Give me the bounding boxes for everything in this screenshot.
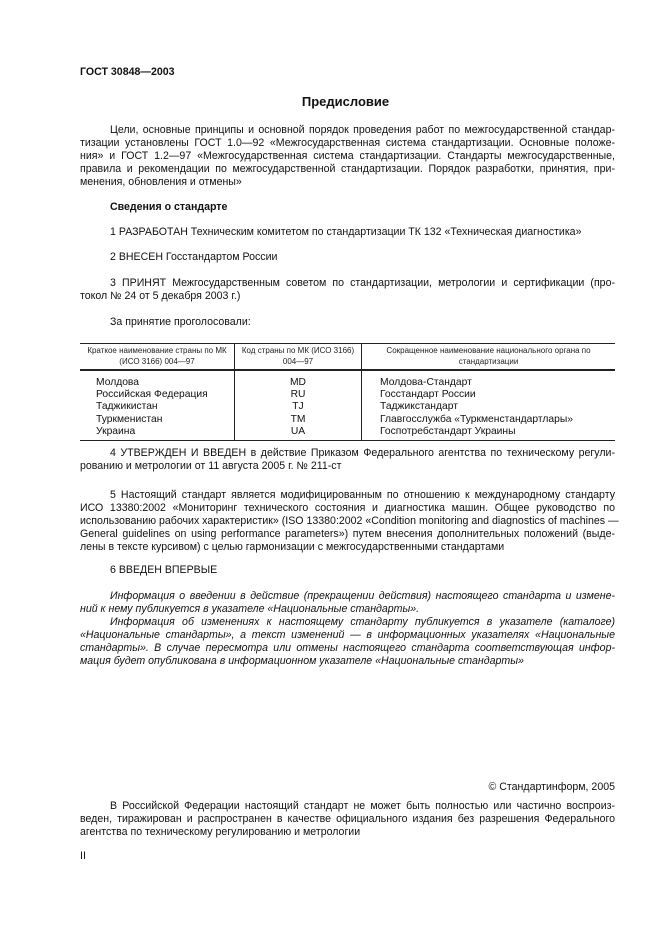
country-name: Украина <box>80 426 235 441</box>
text-line: использованию рабочих характеристик» (ISO 13380:2002 «Condition monitoring and diagnostics of machines — <box>80 515 619 527</box>
text-line: агентства по техническому регулированию и метрологии <box>80 826 361 838</box>
voted-label: За принятие проголосовали: <box>110 316 251 328</box>
col-country-name: Краткое наименование страны по МК (ИСО 3166) 004—97 <box>80 344 235 371</box>
notice-2 <box>80 616 615 668</box>
copyright: © Стандартинформ, 2005 <box>488 781 615 793</box>
country-code: UA <box>235 426 362 441</box>
text-line: ИСО 13380:2002 «Мониторинг технического состояния и диагностика машин. Общее руководство по <box>80 502 615 514</box>
text-line: «Национальные стандарты», а текст изменений — в информационных указателях «Национальные <box>80 629 615 641</box>
col-country-code: Код страны по МК (ИСО 3166) 004—97 <box>235 344 362 371</box>
item-3 <box>80 277 615 303</box>
text-line: правила и рекомендации по межгосударственной стандартизации. Порядок разработки, принятия, при- <box>80 163 615 175</box>
text-line: 1 РАЗРАБОТАН Техническим комитетом по стандартизации ТК 132 «Техническая диагностика» <box>110 226 582 238</box>
national-body: Госстандарт России <box>362 389 616 401</box>
country-name: Таджикистан <box>96 401 158 413</box>
text-line: 6 ВВЕДЕН ВПЕРВЫЕ <box>110 564 218 576</box>
country-code: RU <box>235 389 362 401</box>
text-line: 3 ПРИНЯТ Межгосударственным советом по стандартизации, метрологии и сертификации (про- <box>110 277 615 289</box>
table-row <box>80 414 615 426</box>
text-line: Цели, основные принципы и основной порядок проведения работ по межгосударственной стандар- <box>110 124 615 136</box>
item-1 <box>80 226 615 239</box>
national-body: Госпотребстандарт Украины <box>362 426 616 441</box>
info-heading: Сведения о стандарте <box>110 201 228 213</box>
text-line: В Российской Федерации настоящий стандарт не может быть полностью или частично воспроиз- <box>110 800 615 812</box>
text-line: General guidelines on using performance parameters») путем внесения дополнительных положений (выде- <box>80 528 615 540</box>
text-line: тизации установлены ГОСТ 1.0—92 «Межгосударственная система стандартизации. Основные положе- <box>80 137 615 149</box>
text-line: стандарты». В случае пересмотра или отмены настоящего стандарта соответствующая инфор- <box>80 642 615 654</box>
rights-paragraph <box>80 800 615 839</box>
item-4 <box>80 447 615 473</box>
country-name: Туркменистан <box>96 413 163 425</box>
text-line: Информация об изменениях к настоящему стандарту публикуется в указателе (каталоге) <box>110 616 615 628</box>
text-line: рованию и метрологии от 11 августа 2005 г. № 211-ст <box>80 460 342 472</box>
item-5 <box>80 489 619 554</box>
table-row <box>80 426 615 441</box>
text-line: веден, тиражирован и распространен в качестве официального издания без разрешения Федерального <box>80 813 615 825</box>
text-line: Информация о введении в действие (прекращении действия) настоящего стандарта и измене- <box>110 590 615 602</box>
country-name: Молдова <box>96 377 140 388</box>
text-line: 2 ВНЕСЕН Госстандартом России <box>110 251 278 263</box>
country-code: TM <box>235 414 362 426</box>
country-code: TJ <box>235 401 362 413</box>
text-line: лены в тексте курсивом) с целью гармонизации с межгосударственными стандартами <box>80 541 505 553</box>
country-code: MD <box>235 370 362 389</box>
page-number: II <box>80 850 86 862</box>
intro-paragraph <box>80 124 615 189</box>
item-6 <box>80 564 615 577</box>
national-body: Таджикстандарт <box>362 401 616 413</box>
text-line: ний к нему публикуется в указателе «Национальные стандарты». <box>80 603 420 615</box>
text-line: 4 УТВЕРЖДЕН И ВВЕДЕН в действие Приказом Федерального агентства по техническому регули- <box>110 447 615 459</box>
item-2 <box>80 251 615 264</box>
table-row <box>80 401 615 413</box>
text-line: мация будет опубликована в информационном указателе «Национальные стандарты» <box>80 655 524 667</box>
table-row <box>80 370 615 389</box>
col-national-body: Сокращенное наименование национального органа по стандартизации <box>362 344 616 371</box>
national-body: Молдова-Стандарт <box>362 370 616 389</box>
page-title: Предисловие <box>301 94 390 109</box>
text-line: ния» и ГОСТ 1.2—97 «Межгосударственная система стандартизации. Стандарты межгосударственные, <box>80 150 615 162</box>
text-line: менения, обновления и отмены» <box>80 176 242 188</box>
notice-1 <box>80 590 615 616</box>
text-line: токол № 24 от 5 декабря 2003 г.) <box>80 290 241 302</box>
document-header: ГОСТ 30848—2003 <box>80 66 175 78</box>
country-name: Российская Федерация <box>96 389 208 401</box>
voting-table <box>80 343 615 441</box>
text-line: 5 Настоящий стандарт является модифицированным по отношению к международному стандарту <box>110 489 615 501</box>
table-row <box>80 389 615 401</box>
national-body: Главгосслужба «Туркменстандартлары» <box>362 414 616 426</box>
